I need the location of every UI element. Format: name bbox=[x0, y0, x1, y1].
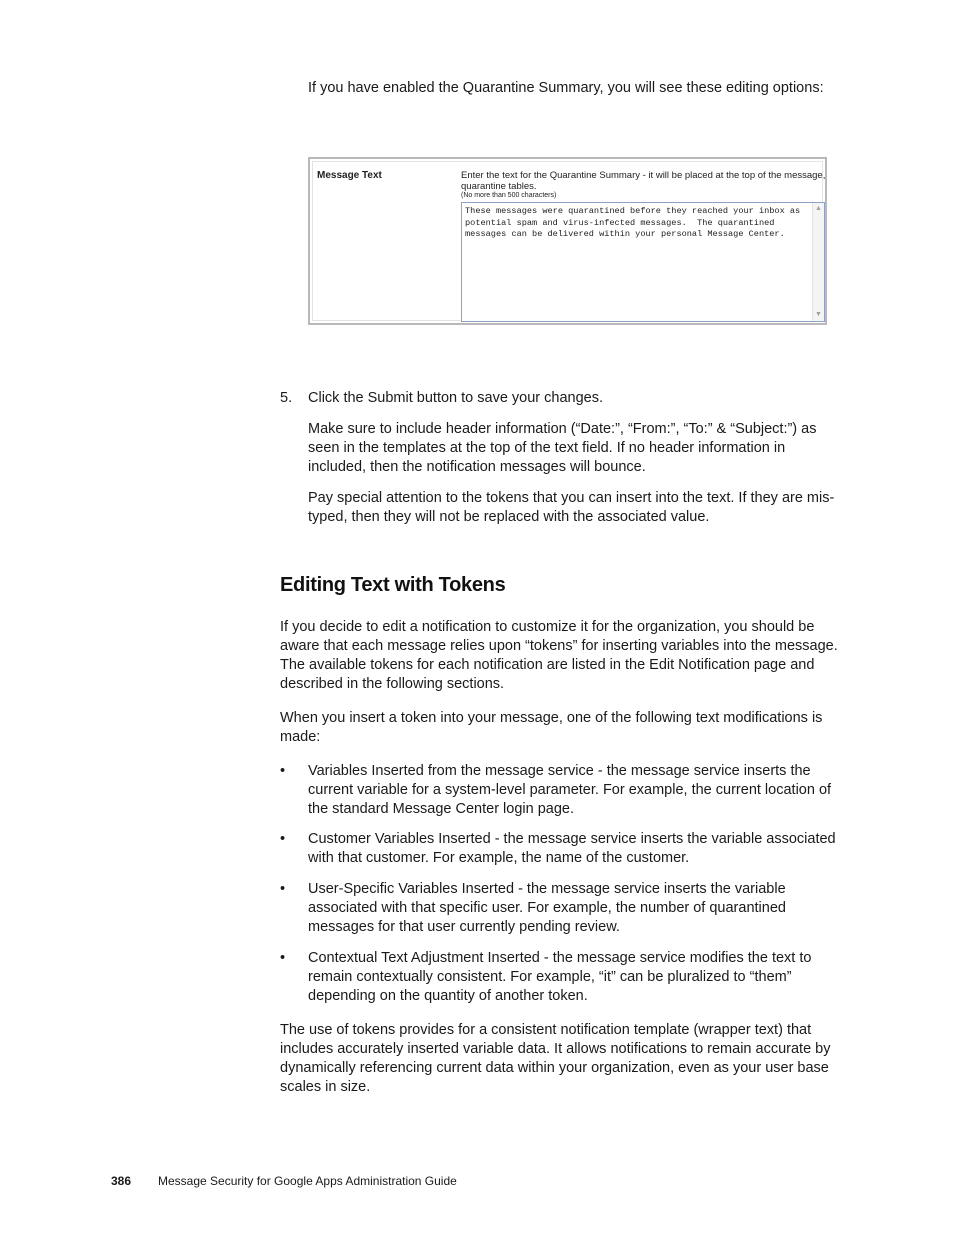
message-text-instruction: Enter the text for the Quarantine Summary - it will be placed at the top of the message, quarantine tables. bbox=[461, 170, 826, 192]
bullet-item-user-variables: User-Specific Variables Inserted - the message service inserts the variable associated with that specific user. For example, the number of quarantined messages for that user currently pending review. bbox=[308, 881, 786, 935]
intro-paragraph: If you have enabled the Quarantine Summary, you will see these editing options: bbox=[308, 80, 824, 96]
bullet-item-customer-variables: Customer Variables Inserted - the message service inserts the variable associated with that customer. For example, the name of the customer. bbox=[308, 831, 836, 866]
bullet-marker: • bbox=[280, 950, 286, 966]
tokens-intro-paragraph: If you decide to edit a notification to customize it for the organization, you should be aware that each message relies upon “tokens” for inserting variables into the message. The available tokens for each notification are listed in the Edit Notification page and described in the following sections. bbox=[280, 619, 838, 692]
textarea-scrollbar[interactable] bbox=[812, 203, 824, 321]
section-heading: Editing Text with Tokens bbox=[280, 574, 506, 596]
page-number: 386 bbox=[111, 1174, 132, 1188]
message-text-label: Message Text bbox=[317, 170, 382, 181]
header-info-note: Make sure to include header information (“Date:”, “From:”, “To:” & “Subject:”) as seen in the templates at the top of the text field. If no header information in included, then the notification messages will bounce. bbox=[308, 421, 817, 475]
bullet-item-system-variables: Variables Inserted from the message service - the message service inserts the current variable for a system-level parameter. For example, the current location of the standard Message Center login page. bbox=[308, 763, 832, 817]
bullet-marker: • bbox=[280, 763, 286, 779]
scroll-up-icon[interactable]: ▲ bbox=[815, 205, 822, 212]
modifications-intro-paragraph: When you insert a token into your message, one of the following text modifications is made: bbox=[280, 710, 823, 745]
tokens-summary-paragraph: The use of tokens provides for a consistent notification template (wrapper text) that includes accurately inserted variable data. It allows notifications to remain accurate by dynamically referencing current data within your organization, even as your user base scales in size. bbox=[280, 1022, 831, 1095]
panel-inner-frame bbox=[312, 161, 826, 321]
quarantine-summary-panel bbox=[308, 157, 827, 325]
message-text-textarea[interactable] bbox=[461, 202, 825, 322]
step-number: 5. bbox=[280, 390, 293, 406]
bullet-item-contextual-text: Contextual Text Adjustment Inserted - the message service modifies the text to remain contextually consistent. For example, “it” can be pluralized to “them” depending on the quantity of another token. bbox=[308, 950, 812, 1004]
character-limit-note: (No more than 500 characters) bbox=[461, 192, 557, 199]
step-text: Click the Submit button to save your changes. bbox=[308, 390, 603, 406]
document-title: Message Security for Google Apps Administration Guide bbox=[158, 1174, 457, 1188]
bullet-marker: • bbox=[280, 831, 286, 847]
scroll-down-icon[interactable]: ▼ bbox=[815, 311, 822, 318]
tokens-attention-note: Pay special attention to the tokens that you can insert into the text. If they are mis-typed, then they will not be replaced with the associated value. bbox=[308, 490, 835, 525]
bullet-marker: • bbox=[280, 881, 286, 897]
message-text-value: These messages were quarantined before they reached your inbox as potential spam and virus-infected messages. The quarantined messages can be delivered within your personal Message Center. bbox=[465, 206, 806, 240]
